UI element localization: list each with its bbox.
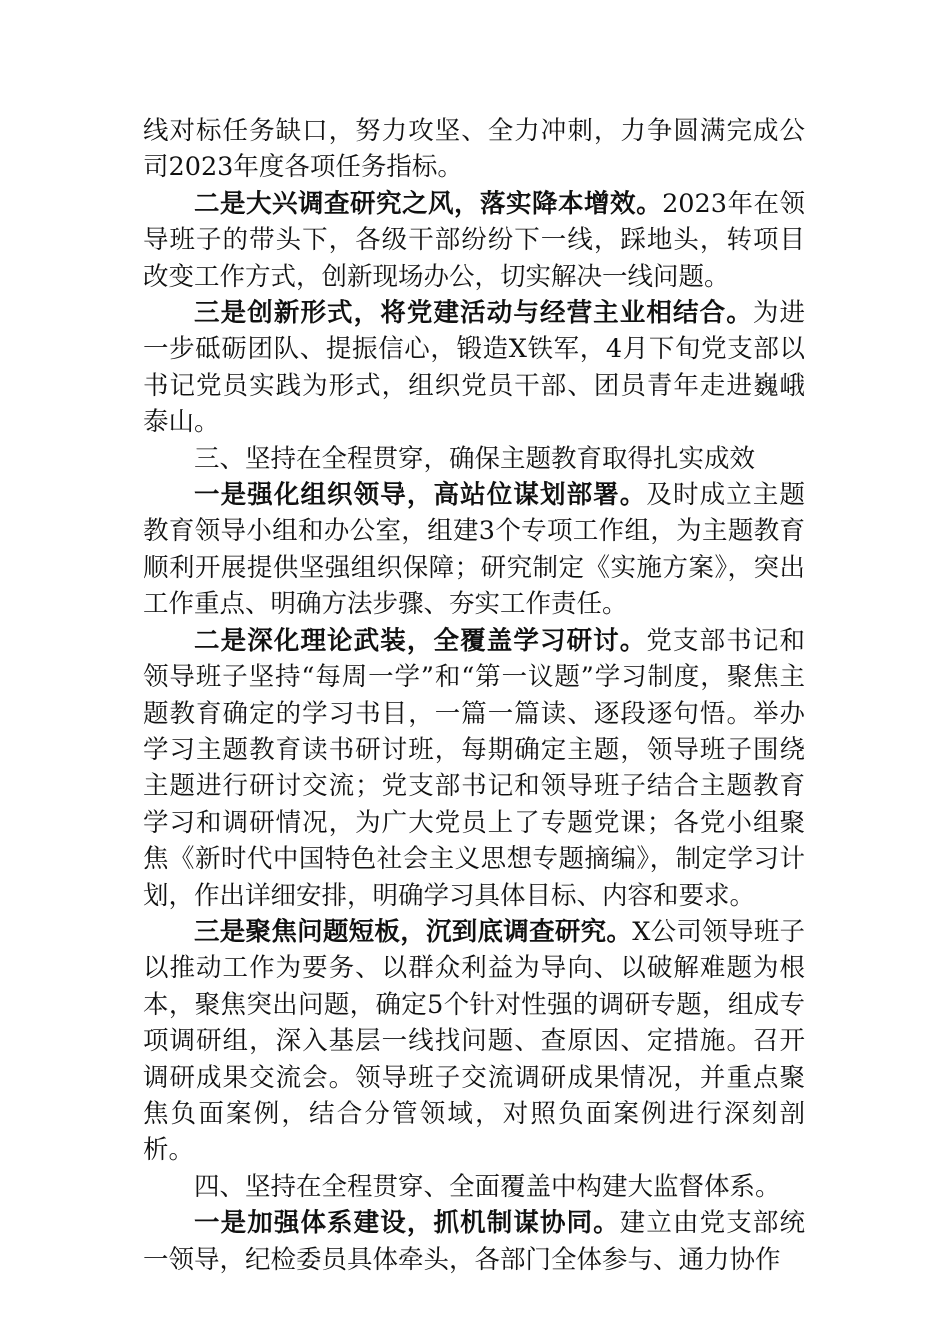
section-heading-text: 四、坚持在全程贯穿、全面覆盖中构建大监督体系。 [194, 1171, 781, 1202]
section-heading-text: 三、坚持在全程贯穿，确保主题教育取得扎实成效 [194, 443, 756, 474]
paragraph-6 [143, 623, 805, 914]
paragraph-lead: 三是聚焦问题短板，沉到底调查研究。 [194, 916, 633, 947]
paragraph-7 [143, 914, 805, 1169]
paragraph-text: 建立由党支部统一领导，纪检委员具体牵头，各部门全体参与、通力协作 [143, 1208, 805, 1275]
paragraph-lead: 一是强化组织领导，高站位谋划部署。 [194, 480, 647, 511]
paragraph-5 [143, 477, 805, 623]
paragraph-text: X公司领导班子以推动工作为要务、以群众利益为导向、以破解难题为根本，聚焦突出问题，确定5个针对性强的调研专题，组成专项调研组，深入基层一线找问题、查原因、定措施。召开调研成果交流会。领导班子交流调研成果情况，并重点聚焦负面案例，结合分管领域，对照负面案例进行深刻剖析。 [143, 916, 805, 1166]
paragraph-lead: 一是加强体系建设，抓机制谋协同。 [194, 1208, 620, 1239]
paragraph-lead: 二是深化理论武装，全覆盖学习研讨。 [194, 625, 647, 656]
paragraph-text: 党支部书记和领导班子坚持“每周一学”和“第一议题”学习制度，聚焦主题教育确定的学习书目，一篇一篇读、逐段逐句悟。举办学习主题教育读书研讨班，每期确定主题，领导班子围绕主题进行研讨交流；党支部书记和领导班子结合主题教育学习和调研情况，为广大党员上了专题党课；各党小组聚焦《新时代中国特色社会主义思想专题摘编》，制定学习计划，作出详细安排，明确学习具体目标、内容和要求。 [143, 625, 805, 911]
paragraph-1 [143, 113, 805, 186]
paragraph-text: 及时成立主题教育领导小组和办公室，组建3个专项工作组，为主题教育顺利开展提供坚强组织保障；研究制定《实施方案》，突出工作重点、明确方法步骤、夯实工作责任。 [143, 480, 805, 620]
paragraph-9 [143, 1205, 805, 1278]
paragraph-lead: 二是大兴调查研究之风，落实降本增效。 [194, 188, 663, 219]
paragraph-text: 线对标任务缺口，努力攻坚、全力冲刺，力争圆满完成公司2023年度各项任务指标。 [143, 116, 805, 183]
paragraph-text: 2023年在领导班子的带头下，各级干部纷纷下一线，踩地头，转项目改变工作方式，创新现场办公，切实解决一线问题。 [143, 188, 805, 292]
paragraph-3 [143, 295, 805, 441]
paragraph-text: 为进一步砥砺团队、提振信心，锻造X铁军，4月下旬党支部以书记党员实践为形式，组织党员干部、团员青年走进巍峨泰山。 [143, 298, 805, 438]
section-heading-4 [143, 1169, 805, 1205]
section-heading-3 [143, 441, 805, 477]
paragraph-2 [143, 186, 805, 295]
paragraph-lead: 三是创新形式，将党建活动与经营主业相结合。 [194, 298, 753, 329]
document-page [143, 113, 805, 1278]
